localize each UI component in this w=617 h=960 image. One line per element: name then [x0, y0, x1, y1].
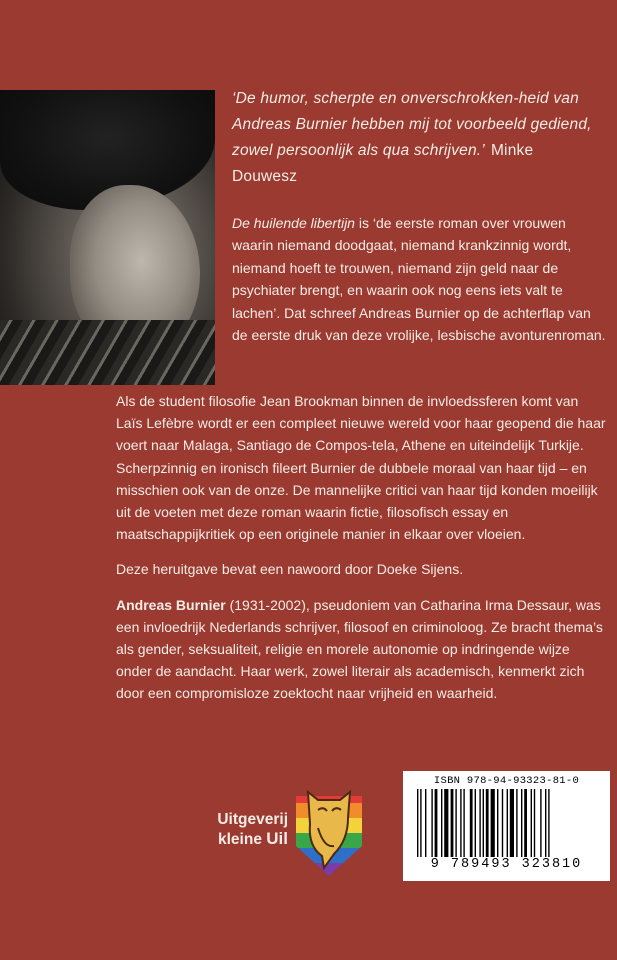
barcode — [403, 771, 610, 881]
bio-name: Andreas Burnier — [116, 596, 226, 613]
author-photo — [0, 90, 215, 385]
photo-scarf — [0, 320, 215, 385]
ean-number: 9 789493 323810 — [430, 857, 583, 872]
bio-paragraph — [116, 594, 606, 705]
bio-years: (1931-2002) — [229, 596, 306, 613]
summary-paragraph: Als de student filosofie Jean Brookman binnen de invloedssferen komt van Laïs Lefèbre wordt er een compleet nieuwe wereld voor haar geopend die haar voert naar Malaga, Santiago de Compos-tela, Athene en uiteindelijk Turkije. Scherpzinnig en ironisch fileert Burnier de dubbele moraal van haar tijd – en misschien ook van de onze. De mannelijke critici van haar tijd konden moeilijk uit de voeten met deze roman waarin fictie, filosofisch essay en maatschappijkritiek op een originele manier in elkaar over vloeien. — [116, 393, 606, 543]
publisher-line2a: kleine — [218, 831, 262, 848]
intro-text: is ‘de eerste roman over vrouwen waarin niemand doodgaat, niemand krankzinnig wordt, niemand hoeft te trouwen, niemand zijn geld naar de psychiater brengt, en waarin ook nog eens iets valt te lachen’. Dat schreef Andreas Burnier op de achterflap van de eerste druk van deze vrolijke, lesbische avonturenroman. — [232, 215, 606, 344]
publisher-name — [188, 810, 288, 849]
barcode-bars — [417, 789, 603, 857]
isbn-text: ISBN 978-94-93323-81-0 — [433, 775, 580, 787]
afterword-paragraph: Deze heruitgave bevat een nawoord door Doeke Sijens. — [116, 561, 464, 578]
book-title: De huilende libertijn — [232, 215, 355, 231]
blurb-quote — [232, 86, 602, 190]
bio-text: , pseudoniem van Catharina Irma Dessaur, was een invloedrijk Nederlands schrijver, filosoof en criminoloog. Ze bracht thema’s als gender, seksualiteit, religie en morele autonomie op indringende wijze onder de aandacht. Haar werk, zowel literair als academisch, kenmerkt zich door een compromisloze zoektocht naar vrijheid en waarheid. — [116, 596, 603, 702]
publisher-line1: Uitgeverij — [217, 811, 288, 828]
quote-author: Minke Douwesz — [232, 142, 534, 185]
quote-text: ‘De humor, scherpte en onverschrokken-heid van Andreas Burnier hebben mij tot voorbeeld gediend, zowel persoonlijk als qua schrijven.’ — [232, 90, 592, 159]
owl-logo-icon — [294, 788, 364, 878]
intro-paragraph — [232, 212, 607, 346]
body-text — [116, 390, 606, 718]
publisher-line2b: Uil — [266, 829, 288, 848]
